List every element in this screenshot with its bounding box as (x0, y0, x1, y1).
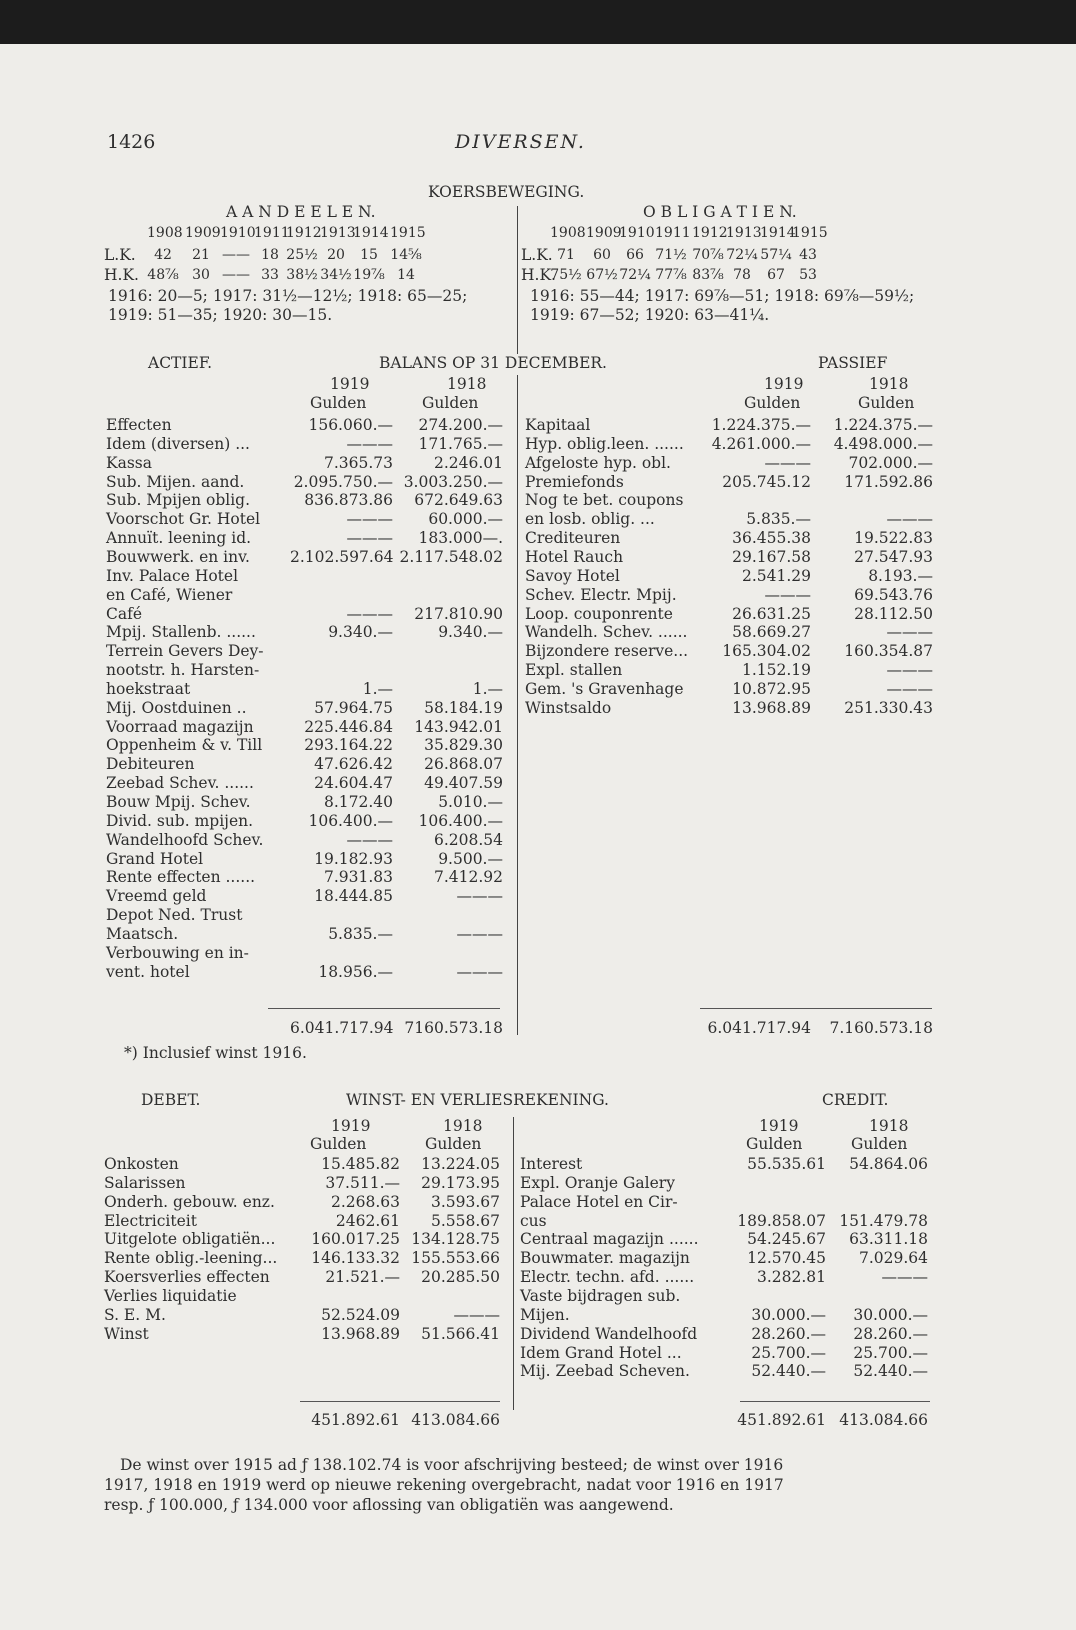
actief-value-1918: 26.868.07 (424, 755, 503, 774)
actief-value-1918: 7.412.92 (433, 868, 503, 887)
aandeelen-cell: 25½ (286, 247, 318, 263)
actief-total-1919: 6.041.717.94 (290, 1019, 394, 1037)
passief-value-1918: 251.330.43 (844, 698, 933, 717)
aandeelen-cell: —— (222, 247, 250, 263)
aandeelen-cell: 18 (261, 247, 279, 263)
actief-value-1918: 183.000—. (418, 529, 503, 548)
passief-value-1918: ——— (886, 510, 933, 529)
actief-unit-1919: Gulden (310, 394, 367, 412)
passief-value-1918: 28.112.50 (854, 604, 933, 623)
actief-value-1918: 171.765.— (418, 434, 503, 453)
actief-value-1919: 19.182.93 (314, 849, 393, 868)
debet-value-1918: 3.593.67 (430, 1192, 500, 1211)
running-head: DIVERSEN. (455, 131, 586, 153)
credit-total-1918: 413.084.66 (839, 1411, 928, 1429)
passief-value-1919: 5.835.— (746, 510, 811, 529)
actief-label: Kassa (106, 453, 152, 472)
passief-label: Bijzondere reserve... (525, 642, 689, 661)
passief-value-1919: 165.304.02 (722, 642, 811, 661)
aandeelen-year: 1914 (353, 225, 389, 241)
passief-year-1919: 1919 (764, 375, 804, 393)
credit-unit-1918: Gulden (851, 1135, 908, 1153)
actief-value-1918: 274.200.— (418, 416, 503, 434)
passief-value-1918: 8.193.— (868, 566, 933, 585)
aandeelen-cell: 30 (192, 267, 210, 283)
passief-value-1919: 2.541.29 (741, 566, 811, 585)
credit-value-1918: 54.864.06 (849, 1155, 928, 1173)
actief-label: Voorschot Gr. Hotel (106, 510, 261, 529)
actief-value-1919: 156.060.— (308, 416, 393, 434)
debet-label: Salarissen (104, 1173, 186, 1192)
passief-label: Crediteuren (525, 529, 621, 548)
actief-label: Zeebad Schev. ...... (106, 774, 254, 793)
obligatien-cell: 77⅞ (655, 267, 687, 283)
aandeelen-cell: 38½ (286, 267, 318, 283)
obligatien-cell: 66 (626, 247, 644, 263)
actief-label: Vreemd geld (106, 887, 207, 906)
actief-value-1918: 49.407.59 (424, 774, 503, 793)
actief-value-1919: 18.956.— (318, 962, 393, 981)
credit-title: CREDIT. (822, 1091, 889, 1109)
actief-year-1919: 1919 (330, 375, 370, 393)
aandeelen-year: 1908 (147, 225, 183, 241)
debet-value-1918: 51.566.41 (421, 1324, 500, 1343)
credit-label: cus (520, 1211, 547, 1230)
passief-value-1919: 1.224.375.— (711, 416, 811, 434)
debet-value-1919: 15.485.82 (321, 1155, 400, 1173)
debet-value-1919: 52.524.09 (321, 1305, 400, 1324)
debet-total-rule (300, 1401, 500, 1402)
actief-label: Maatsch. (106, 924, 179, 943)
scan-border (0, 0, 1076, 44)
debet-value-1919: 21.521.— (325, 1268, 400, 1287)
actief-value-1918: 6.208.54 (433, 830, 503, 849)
actief-value-1918: 2.117.548.02 (399, 547, 503, 566)
actief-value-1918: ——— (456, 887, 503, 906)
passief-unit-1918: Gulden (858, 394, 915, 412)
actief-value-1919: 57.964.75 (314, 698, 393, 717)
actief-total-rule (268, 1008, 500, 1009)
credit-year-1919: 1919 (759, 1117, 799, 1135)
debet-value-1919: 13.968.89 (321, 1324, 400, 1343)
credit-label: Centraal magazijn ...... (520, 1230, 699, 1249)
actief-value-1919: 7.365.73 (323, 453, 393, 472)
actief-value-1919: ——— (346, 510, 393, 529)
actief-label: Oppenheim & v. Till (106, 736, 263, 755)
passief-year-1918: 1918 (869, 375, 909, 393)
debet-value-1919: 37.511.— (325, 1173, 400, 1192)
credit-value-1918: 30.000.— (853, 1305, 928, 1324)
actief-value-1918: 9.500.— (438, 849, 503, 868)
obligatien-row-label: H.K. (521, 266, 556, 284)
actief-label: Wandelhoofd Schev. (106, 830, 264, 849)
credit-value-1918: 52.440.— (853, 1362, 928, 1381)
passief-label: Winstsaldo (525, 698, 612, 717)
actief-value-1919: 24.604.47 (314, 774, 393, 793)
aandeelen-year: 1912 (286, 225, 322, 241)
aandeelen-cell: 48⅞ (147, 267, 179, 283)
obligatien-year: 1908 (550, 225, 586, 241)
actief-value-1919: ——— (346, 434, 393, 453)
debet-label: Electriciteit (104, 1211, 197, 1230)
credit-value-1919: 30.000.— (751, 1305, 826, 1324)
passief-value-1919: 26.631.25 (732, 604, 811, 623)
actief-value-1918: 672.649.63 (414, 491, 503, 510)
actief-value-1918: 60.000.— (428, 510, 503, 529)
passief-value-1918: 702.000.— (848, 453, 933, 472)
debet-value-1919: 2.268.63 (330, 1192, 400, 1211)
aandeelen-cell: 20 (327, 247, 345, 263)
obligatien-year: 1912 (692, 225, 728, 241)
aandeelen-cell: 21 (192, 247, 210, 263)
passief-label: Nog te bet. coupons (525, 491, 684, 510)
balans-divider (517, 375, 518, 1035)
actief-value-1919: 836.873.86 (304, 491, 393, 510)
credit-label: Idem Grand Hotel ... (520, 1343, 682, 1362)
actief-title: ACTIEF. (148, 354, 213, 372)
credit-value-1918: 7.029.64 (858, 1249, 928, 1268)
debet-value-1918: ——— (453, 1305, 500, 1324)
debet-year-1919: 1919 (331, 1117, 371, 1135)
actief-value-1919: 47.626.42 (314, 755, 393, 774)
credit-year-1918: 1918 (869, 1117, 909, 1135)
actief-label: vent. hotel (106, 962, 190, 981)
aandeelen-cell: —— (222, 267, 250, 283)
passief-value-1918: 19.522.83 (854, 529, 933, 548)
passief-label: Hyp. oblig.leen. ...... (525, 434, 684, 453)
obligatien-year: 1911 (655, 225, 691, 241)
actief-value-1919: 7.931.83 (323, 868, 393, 887)
aandeelen-year: 1911 (254, 225, 290, 241)
debet-unit-1919: Gulden (310, 1135, 367, 1153)
credit-label: Mijen. (520, 1305, 570, 1324)
actief-value-1918: 9.340.— (438, 623, 503, 642)
actief-value-1918: ——— (456, 962, 503, 981)
actief-value-1919: 2.102.597.64 (290, 547, 394, 566)
credit-value-1918: 25.700.— (853, 1343, 928, 1362)
actief-label: Annuït. leening id. (106, 529, 252, 548)
obligatien-cell: 72¼ (619, 267, 651, 283)
aandeelen-year: 1915 (390, 225, 426, 241)
aandeelen-cell: 33 (261, 267, 279, 283)
debet-value-1919: 2462.61 (335, 1211, 400, 1230)
obligatien-cell: 72¼ (726, 247, 758, 263)
actief-label: nootstr. h. Harsten- (106, 661, 260, 680)
actief-value-1919: ——— (346, 830, 393, 849)
passief-value-1919: 36.455.38 (732, 529, 811, 548)
debet-value-1919: 160.017.25 (311, 1230, 400, 1249)
debet-value-1918: 5.558.67 (430, 1211, 500, 1230)
debet-label: S. E. M. (104, 1305, 166, 1324)
credit-value-1918: ——— (881, 1268, 928, 1287)
passief-value-1919: 58.669.27 (732, 623, 811, 642)
passief-value-1918: ——— (886, 661, 933, 680)
obligatien-year: 1915 (792, 225, 828, 241)
actief-value-1918: ——— (456, 924, 503, 943)
actief-value-1919: 293.164.22 (304, 736, 393, 755)
credit-value-1918: 151.479.78 (839, 1211, 928, 1230)
aandeelen-cell: 34½ (320, 267, 352, 283)
passief-value-1918: 27.547.93 (854, 547, 933, 566)
obligatien-title: O B L I G A T I E N. (643, 203, 797, 221)
credit-value-1918: 63.311.18 (849, 1230, 928, 1249)
actief-value-1918: 35.829.30 (424, 736, 503, 755)
actief-value-1918: 217.810.90 (414, 604, 503, 623)
koers-title: KOERSBEWEGING. (428, 183, 585, 201)
debet-value-1918: 155.553.66 (411, 1249, 500, 1268)
obligatien-cell: 83⅞ (692, 267, 724, 283)
credit-label: Electr. techn. afd. ...... (520, 1268, 695, 1287)
actief-value-1919: 106.400.— (308, 811, 393, 830)
actief-label: hoekstraat (106, 679, 191, 698)
debet-value-1918: 20.285.50 (421, 1268, 500, 1287)
debet-value-1918: 29.173.95 (421, 1173, 500, 1192)
credit-label: Expl. Oranje Galery (520, 1173, 675, 1192)
actief-label: Sub. Mpijen oblig. (106, 491, 251, 510)
closing-line-3: resp. ƒ 100.000, ƒ 134.000 voor aflossing van obligatiën was aangewend. (104, 1496, 674, 1514)
obligatien-cell: 75½ (550, 267, 582, 283)
actief-value-1919: 18.444.85 (314, 887, 393, 906)
credit-value-1919: 3.282.81 (756, 1268, 826, 1287)
actief-label: Idem (diversen) ... (106, 434, 250, 453)
passief-value-1919: 205.745.12 (722, 472, 811, 491)
actief-value-1919: 5.835.— (328, 924, 393, 943)
passief-label: Wandelh. Schev. ...... (525, 623, 688, 642)
actief-label: Divid. sub. mpijen. (106, 811, 254, 830)
passief-value-1919: 13.968.89 (732, 698, 811, 717)
winst-divider (513, 1117, 514, 1410)
obligatien-cell: 71½ (655, 247, 687, 263)
aandeelen-title: A A N D E E L E N. (226, 203, 376, 221)
obligatien-cell: 53 (799, 267, 817, 283)
passief-label: Gem. 's Gravenhage (525, 679, 684, 698)
passief-value-1918: 4.498.000.— (833, 434, 933, 453)
credit-value-1919: 55.535.61 (747, 1155, 826, 1173)
actief-label: Grand Hotel (106, 849, 204, 868)
passief-label: Premiefonds (525, 472, 624, 491)
actief-total-1918: 7160.573.18 (404, 1019, 503, 1037)
actief-label: Sub. Mijen. aand. (106, 472, 245, 491)
debet-label: Winst (104, 1324, 149, 1343)
actief-value-1918: 106.400.— (418, 811, 503, 830)
credit-value-1918: 28.260.— (853, 1324, 928, 1343)
passief-value-1919: 1.152.19 (741, 661, 811, 680)
debet-label: Koersverlies effecten (104, 1268, 270, 1287)
passief-value-1918: 171.592.86 (844, 472, 933, 491)
actief-value-1918: 2.246.01 (433, 453, 503, 472)
credit-label: Bouwmater. magazijn (520, 1249, 690, 1268)
obligatien-cell: 60 (593, 247, 611, 263)
passief-label: en losb. oblig. ... (525, 510, 655, 529)
passief-value-1919: ——— (764, 585, 811, 604)
obligatien-cell: 67 (767, 267, 785, 283)
passief-value-1918: 69.543.76 (854, 585, 933, 604)
actief-value-1918: 1.— (472, 679, 503, 698)
passief-total-1918: 7.160.573.18 (829, 1019, 933, 1037)
actief-label: Effecten (106, 416, 172, 434)
aandeelen-year: 1913 (320, 225, 356, 241)
aandeelen-cell: 14 (397, 267, 415, 283)
actief-label: Terrein Gevers Dey- (106, 642, 264, 661)
obligatien-cell: 43 (799, 247, 817, 263)
obligatien-cell: 57¼ (760, 247, 792, 263)
credit-label: Palace Hotel en Cir- (520, 1192, 678, 1211)
actief-value-1919: 9.340.— (328, 623, 393, 642)
aandeelen-year: 1910 (220, 225, 256, 241)
aandeelen-year: 1909 (185, 225, 221, 241)
credit-label: Vaste bijdragen sub. (520, 1286, 681, 1305)
aandeelen-note-2: 1919: 51—35; 1920: 30—15. (108, 306, 333, 324)
actief-value-1919: ——— (346, 529, 393, 548)
debet-label: Uitgelote obligatiën... (104, 1230, 276, 1249)
actief-label: Mpij. Stallenb. ...... (106, 623, 256, 642)
passief-total-1919: 6.041.717.94 (707, 1019, 811, 1037)
credit-value-1919: 12.570.45 (747, 1249, 826, 1268)
actief-label: Verbouwing en in- (106, 943, 249, 962)
aandeelen-note-1: 1916: 20—5; 1917: 31½—12½; 1918: 65—25; (108, 287, 468, 305)
winst-title: WINST- EN VERLIESREKENING. (346, 1091, 609, 1109)
credit-label: Interest (520, 1155, 583, 1173)
actief-unit-1918: Gulden (422, 394, 479, 412)
actief-value-1918: 3.003.250.— (403, 472, 503, 491)
debet-year-1918: 1918 (443, 1117, 483, 1135)
passief-value-1918: ——— (886, 623, 933, 642)
passief-label: Kapitaal (525, 416, 591, 434)
passief-value-1919: ——— (764, 453, 811, 472)
actief-value-1918: 58.184.19 (424, 698, 503, 717)
credit-total-rule (740, 1401, 930, 1402)
obligatien-note-1: 1916: 55—44; 1917: 69⅞—51; 1918: 69⅞—59½; (530, 287, 915, 305)
actief-value-1918: 143.942.01 (414, 717, 503, 736)
obligatien-cell: 67½ (586, 267, 618, 283)
passief-unit-1919: Gulden (744, 394, 801, 412)
passief-value-1919: 29.167.58 (732, 547, 811, 566)
obligatien-cell: 71 (557, 247, 575, 263)
aandeelen-cell: 15 (360, 247, 378, 263)
debet-label: Onderh. gebouw. enz. (104, 1192, 275, 1211)
aandeelen-cell: 19⅞ (353, 267, 385, 283)
actief-label: Depot Ned. Trust (106, 906, 243, 925)
debet-label: Onkosten (104, 1155, 179, 1173)
debet-label: Rente oblig.-leening... (104, 1249, 278, 1268)
debet-label: Verlies liquidatie (104, 1286, 237, 1305)
passief-label: Schev. Electr. Mpij. (525, 585, 677, 604)
passief-value-1918: 160.354.87 (844, 642, 933, 661)
actief-year-1918: 1918 (447, 375, 487, 393)
koers-divider (517, 206, 518, 354)
obligatien-year: 1909 (586, 225, 622, 241)
actief-label: en Café, Wiener (106, 585, 233, 604)
actief-label: Mij. Oostduinen .. (106, 698, 247, 717)
aandeelen-cell: 14⅝ (390, 247, 422, 263)
aandeelen-row-label: H.K. (104, 266, 139, 284)
actief-label: Rente effecten ...... (106, 868, 256, 887)
balans-footnote: *) Inclusief winst 1916. (124, 1044, 307, 1062)
credit-label: Dividend Wandelhoofd (520, 1324, 698, 1343)
passief-total-rule (700, 1008, 932, 1009)
credit-value-1919: 54.245.67 (747, 1230, 826, 1249)
closing-line-2: 1917, 1918 en 1919 werd op nieuwe rekening overgebracht, nadat voor 1916 en 1917 (104, 1476, 784, 1494)
credit-label: Mij. Zeebad Scheven. (520, 1362, 690, 1381)
passief-value-1919: 10.872.95 (732, 679, 811, 698)
actief-value-1919: ——— (346, 604, 393, 623)
obligatien-year: 1913 (726, 225, 762, 241)
obligatien-year: 1910 (619, 225, 655, 241)
page-number: 1426 (107, 131, 156, 153)
passief-label: Hotel Rauch (525, 547, 624, 566)
obligatien-year: 1914 (760, 225, 796, 241)
actief-label: Voorraad magazijn (106, 717, 254, 736)
closing-line-1: De winst over 1915 ad ƒ 138.102.74 is voor afschrijving besteed; de winst over 1916 (120, 1456, 784, 1474)
credit-value-1919: 28.260.— (751, 1324, 826, 1343)
passief-label: Loop. couponrente (525, 604, 673, 623)
credit-value-1919: 189.858.07 (737, 1211, 826, 1230)
actief-value-1918: 5.010.— (438, 793, 503, 811)
debet-value-1919: 146.133.32 (311, 1249, 400, 1268)
credit-unit-1919: Gulden (746, 1135, 803, 1153)
debet-total-1919: 451.892.61 (311, 1411, 400, 1429)
actief-label: Café (106, 604, 143, 623)
obligatien-cell: 78 (733, 267, 751, 283)
obligatien-cell: 70⅞ (692, 247, 724, 263)
passief-value-1919: 4.261.000.— (711, 434, 811, 453)
actief-value-1919: 225.446.84 (304, 717, 393, 736)
actief-label: Bouw Mpij. Schev. (106, 793, 251, 811)
passief-value-1918: ——— (886, 679, 933, 698)
debet-total-1918: 413.084.66 (411, 1411, 500, 1429)
debet-title: DEBET. (141, 1091, 201, 1109)
actief-label: Debiteuren (106, 755, 195, 774)
actief-label: Bouwwerk. en inv. (106, 547, 250, 566)
credit-total-1919: 451.892.61 (737, 1411, 826, 1429)
passief-title: PASSIEF (818, 354, 888, 372)
actief-value-1919: 2.095.750.— (293, 472, 393, 491)
debet-value-1918: 134.128.75 (411, 1230, 500, 1249)
actief-label: Inv. Palace Hotel (106, 566, 239, 585)
debet-value-1918: 13.224.05 (421, 1155, 500, 1173)
obligatien-note-2: 1919: 67—52; 1920: 63—41¼. (530, 306, 770, 324)
passief-label: Savoy Hotel (525, 566, 620, 585)
aandeelen-cell: 42 (154, 247, 172, 263)
credit-value-1919: 52.440.— (751, 1362, 826, 1381)
obligatien-row-label: L.K. (521, 246, 553, 264)
credit-value-1919: 25.700.— (751, 1343, 826, 1362)
passief-value-1918: 1.224.375.— (833, 416, 933, 434)
debet-unit-1918: Gulden (425, 1135, 482, 1153)
actief-value-1919: 1.— (362, 679, 393, 698)
actief-value-1919: 8.172.40 (323, 793, 393, 811)
balans-title: BALANS OP 31 DECEMBER. (379, 354, 607, 372)
passief-label: Expl. stallen (525, 661, 623, 680)
passief-label: Afgeloste hyp. obl. (525, 453, 671, 472)
aandeelen-row-label: L.K. (104, 246, 136, 264)
